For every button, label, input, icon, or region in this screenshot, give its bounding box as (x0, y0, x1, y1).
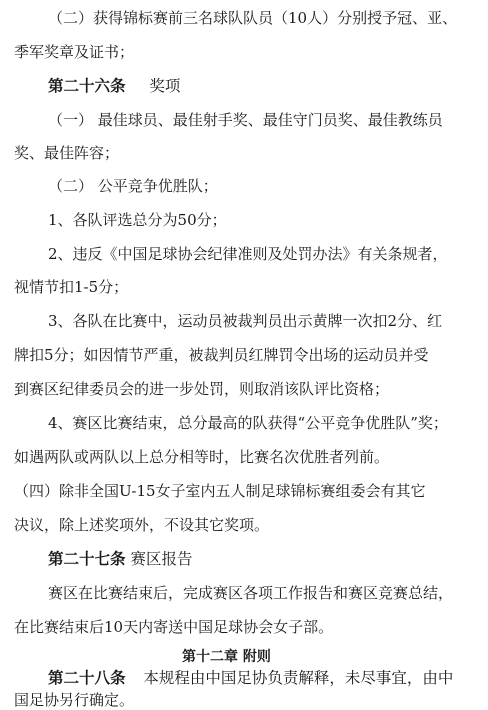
paragraph-line: （四）除非全国U-15女子室内五人制足球锦标赛组委会有其它 (14, 482, 426, 500)
chapter-heading: 第十二章 附则 (182, 649, 271, 665)
paragraph-line: （一） 最佳球员、最佳射手奖、最佳守门员奖、最佳教练员 (48, 111, 443, 129)
paragraph-line: 奖、最佳阵容； (14, 144, 120, 162)
paragraph-line: 决议，除上述奖项外，不设其它奖项。 (14, 516, 270, 534)
article-27-heading (48, 549, 192, 569)
paragraph-line: 2、违反《中国足球协会纪律准则及处罚办法》有关条规者， (48, 245, 448, 263)
paragraph-line: （二）获得锦标赛前三名球队队员（10人）分别授予冠、亚、 (48, 9, 458, 27)
article-number: 第二十七条 (48, 550, 126, 568)
paragraph-line: 4、赛区比赛结束，总分最高的队获得“公平竞争优胜队”奖； (48, 414, 448, 432)
article-title: 赛区报告 (130, 550, 193, 568)
paragraph-line: 到赛区纪律委员会的进一步处罚，则取消该队评比资格； (14, 380, 390, 398)
paragraph-line: 牌扣5分；如因情节严重，被裁判员红牌罚令出场的运动员并受 (14, 346, 429, 364)
article-body: 本规程由中国足协负责解释，未尽事宜，由中 (143, 669, 454, 687)
paragraph-line: 1、各队评选总分为50分； (48, 211, 227, 229)
article-number: 第二十六条 (48, 77, 126, 95)
article-title: 奖项 (149, 77, 181, 95)
paragraph-line: 季军奖章及证书； (14, 43, 135, 61)
paragraph-line: 赛区在比赛结束后，完成赛区各项工作报告和赛区竞赛总结， (48, 584, 454, 602)
paragraph-line: 在比赛结束后10天内寄送中国足球协会女子部。 (14, 618, 334, 636)
article-28-heading (48, 668, 453, 688)
paragraph-line: 如遇两队或两队以上总分相等时，比赛名次优胜者列前。 (14, 448, 390, 466)
article-26-heading (48, 76, 180, 96)
paragraph-line: 国足协另行确定。 (14, 691, 135, 709)
paragraph-line: 视情节扣1-5分； (14, 278, 129, 296)
paragraph-line: 3、各队在比赛中，运动员被裁判员出示黄牌一次扣2分、红 (48, 312, 443, 330)
article-number: 第二十八条 (48, 669, 126, 687)
paragraph-line: （二） 公平竞争优胜队； (48, 177, 218, 195)
